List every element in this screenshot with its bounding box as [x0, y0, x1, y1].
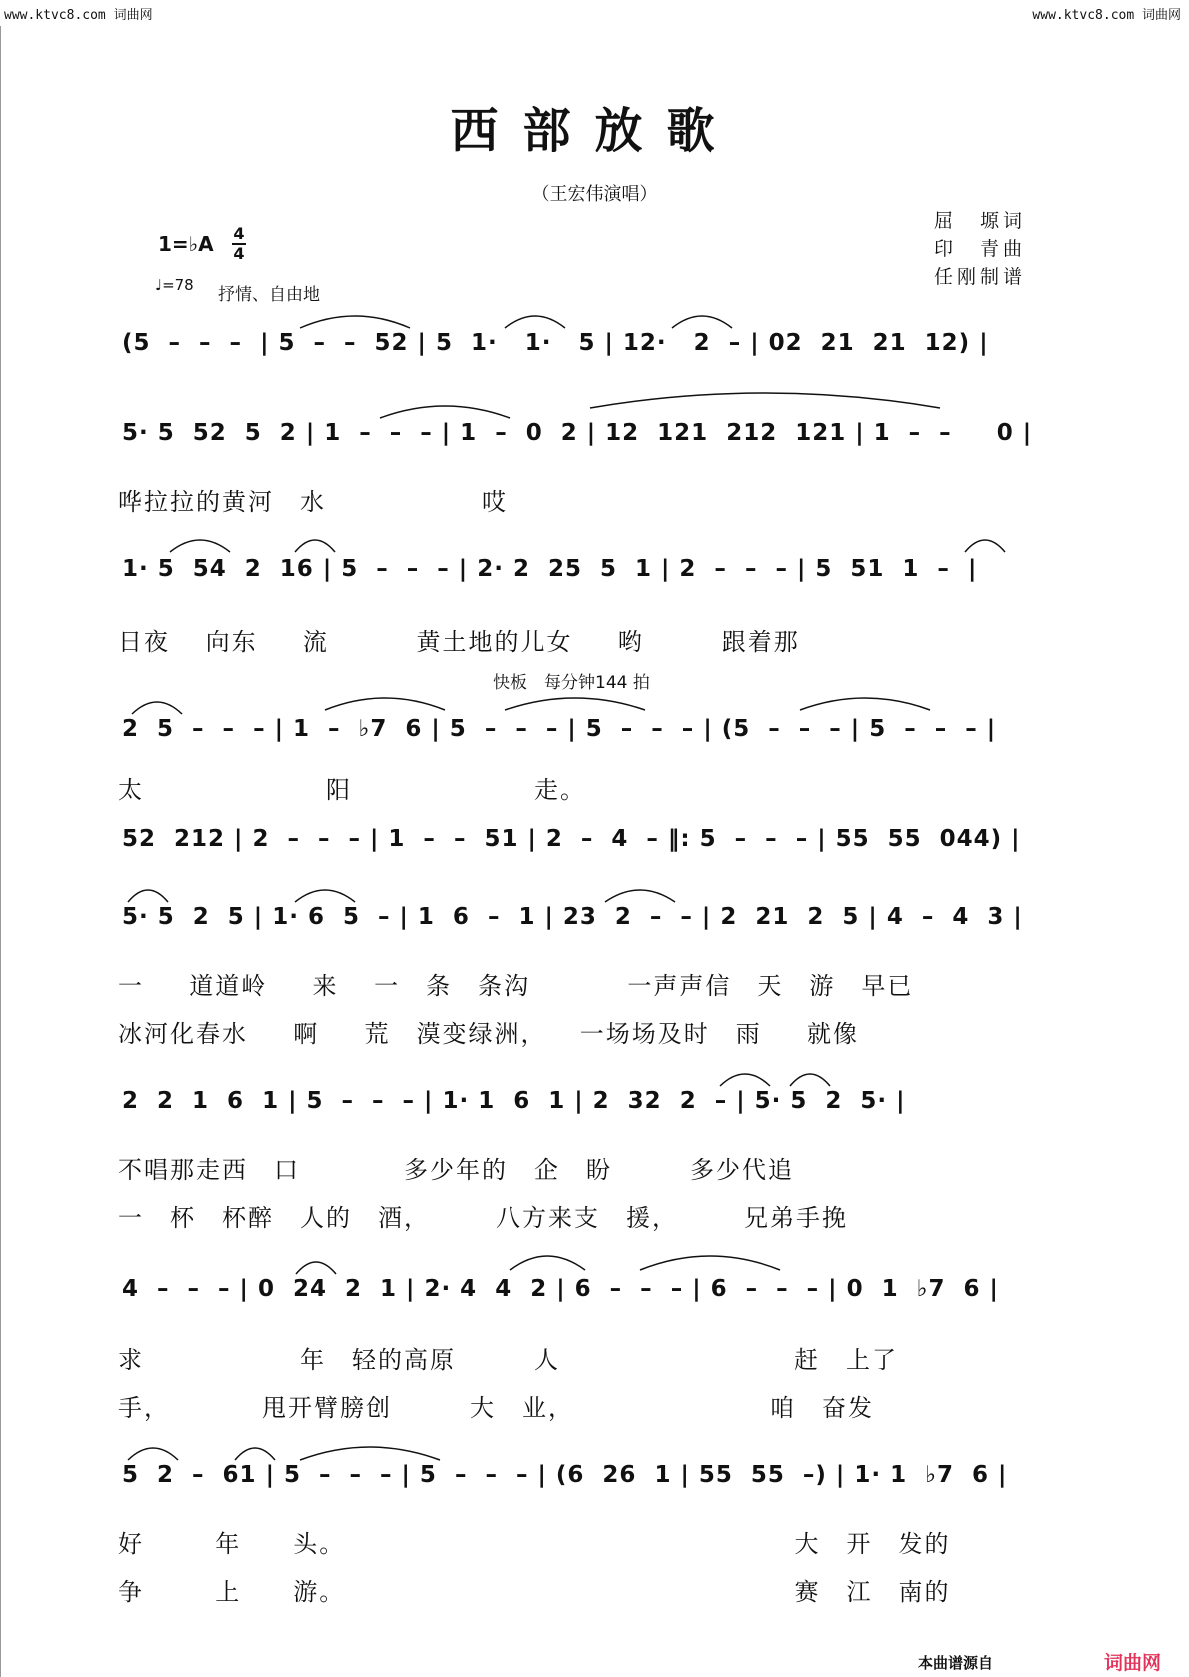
slur-row3-b	[295, 534, 335, 554]
notes-row-9: 5 2 – 61 | 5 – – – | 5 – – – | (6 26 1 | 55 55 –) | 1· 1 ♭7 6 |	[122, 1462, 1008, 1488]
notation-row-9	[0, 1462, 1189, 1522]
site-watermark-right: www.ktvc8.com 词曲网	[1032, 8, 1181, 23]
notes-row-4: 2 5 – – – | 1 – ♭7 6 | 5 – – – | 5 – – – | (5 – – – | 5 – – – |	[122, 716, 997, 742]
slur-row9-c	[300, 1440, 440, 1462]
slur-row6-b	[295, 884, 355, 904]
lyrics-row-4: 太 阳 走。	[118, 776, 586, 804]
lyrics-row-9-verse-1: 好 年 头。 大 开 发的	[118, 1530, 951, 1558]
slur-row7-a	[720, 1068, 770, 1088]
slur-row1-a	[300, 310, 410, 330]
slur-row1-c	[672, 310, 732, 330]
notes-row-7: 2 2 1 6 1 | 5 – – – | 1· 1 6 1 | 2 32 2 – | 5· 5 2 5· |	[122, 1088, 906, 1114]
notes-row-5: 52 212 | 2 – – – | 1 – – 51 | 2 – 4 – ‖: 5 – – – | 55 55 044) |	[122, 826, 1021, 852]
tempo-marking: ♩=78	[155, 276, 194, 294]
notation-row-2	[0, 420, 1189, 480]
lyrics-row-7-verse-1: 不唱那走西 口 多少年的 企 盼 多少代追	[118, 1156, 794, 1184]
engraver-credit: 任刚制谱	[934, 266, 1027, 288]
notes-row-6: 5· 5 2 5 | 1· 6 5 – | 1 6 – 1 | 23 2 – – | 2 21 2 5 | 4 – 4 3 |	[122, 904, 1023, 930]
lyrics-row-2: 哗拉拉的黄河 水 哎	[118, 488, 508, 516]
slur-row2-b	[590, 386, 940, 410]
key-signature: 1=♭A	[158, 232, 214, 256]
slur-row9-a	[128, 1442, 178, 1462]
slur-row7-b	[790, 1068, 830, 1088]
slur-row4-c	[505, 692, 645, 712]
time-signature-bottom: 4	[233, 244, 245, 263]
slur-row3-c	[965, 534, 1005, 554]
notation-row-5	[0, 826, 1189, 886]
slur-row1-b	[505, 310, 565, 330]
lyrics-row-3: 日夜 向东 流 黄土地的儿女 哟 跟着那	[118, 628, 800, 656]
slur-row8-b	[510, 1248, 585, 1272]
lyrics-row-8-verse-2: 手， 甩开臂膀创 大 业， 咱 奋发	[118, 1394, 874, 1422]
song-subtitle: （王宏伟演唱）	[531, 184, 658, 205]
notation-row-1	[0, 330, 1189, 390]
site-logo: 词曲网	[1103, 1652, 1161, 1674]
slur-row8-c	[640, 1248, 780, 1272]
notes-row-2: 5· 5 52 5 2 | 1 – – – | 1 – 0 2 | 12 121 212 121 | 1 – – 0 |	[122, 420, 1033, 446]
song-title: 西部放歌	[450, 103, 739, 159]
lyrics-row-6-verse-2: 冰河化春水 啊 荒 漠变绿洲， 一场场及时 雨 就像	[118, 1020, 860, 1048]
slur-row6-a	[128, 884, 168, 904]
notation-row-7	[0, 1088, 1189, 1148]
source-footer: 本曲谱源自	[917, 1654, 993, 1672]
slur-row3-a	[170, 534, 230, 554]
slur-row4-d	[800, 692, 930, 712]
slur-row8-a	[296, 1256, 336, 1276]
notation-row-4	[0, 716, 1189, 776]
slur-row2-a	[380, 400, 510, 420]
time-signature	[232, 226, 246, 262]
lyrics-row-7-verse-2: 一 杯 杯醉 人的 酒， 八方来支 援， 兄弟手挽	[118, 1204, 848, 1232]
notes-row-8: 4 – – – | 0 24 2 1 | 2· 4 4 2 | 6 – – – | 6 – – – | 0 1 ♭7 6 |	[122, 1276, 999, 1302]
composer-credit: 印 青曲	[934, 238, 1027, 260]
slur-row4-b	[325, 692, 445, 712]
lyricist-credit: 屈 塬词	[934, 210, 1027, 232]
lyrics-row-8-verse-1: 求 年 轻的高原 人 赶 上了	[118, 1346, 898, 1374]
notation-row-8	[0, 1276, 1189, 1336]
site-watermark-left: www.ktvc8.com 词曲网	[4, 8, 153, 23]
notes-row-3: 1· 5 54 2 16 | 5 – – – | 2· 2 25 5 1 | 2 – – – | 5 51 1 – |	[122, 556, 978, 582]
slur-row4-a	[132, 696, 182, 716]
time-signature-top: 4	[233, 224, 245, 243]
lyrics-row-9-verse-2: 争 上 游。 赛 江 南的	[118, 1578, 951, 1606]
notes-row-1: (5 – – – | 5 – – 52 | 5 1· 1· 5 | 12· 2 – | 02 21 21 12) |	[122, 330, 989, 356]
notation-row-6	[0, 904, 1189, 964]
notation-row-3	[0, 556, 1189, 616]
slur-row9-b	[235, 1442, 275, 1462]
tempo-change-annotation: 快板 每分钟144 拍	[493, 673, 650, 693]
lyrics-row-6-verse-1: 一 道道岭 来 一 条 条沟 一声声信 天 游 早已	[118, 972, 914, 1000]
expression-marking: 抒情、自由地	[218, 285, 320, 305]
slur-row6-c	[605, 884, 675, 904]
